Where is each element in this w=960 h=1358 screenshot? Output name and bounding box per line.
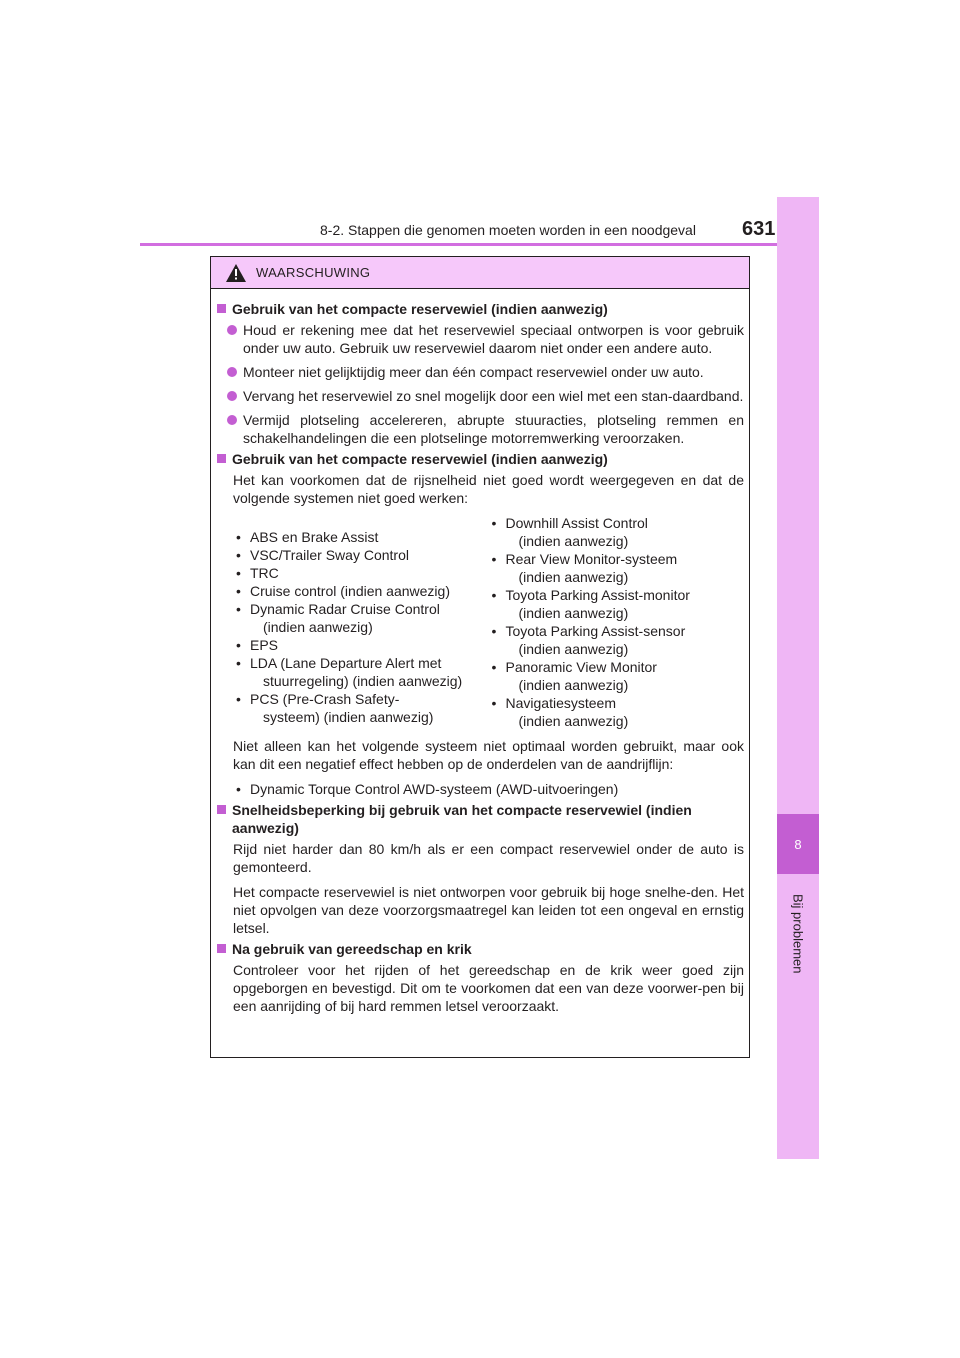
round-bullet-icon <box>227 367 237 377</box>
square-bullet-icon <box>217 805 226 814</box>
list-item: • LDA (Lane Departure Alert met stuurregeling) (indien aanwezig) <box>233 654 489 690</box>
chapter-label: Bij problemen <box>790 894 806 974</box>
list-item: • Panoramic View Monitor (indien aanwezig) <box>489 658 745 694</box>
round-bullet-icon <box>227 325 237 335</box>
section-title: Gebruik van het compacte reservewiel (indien aanwezig) <box>216 450 744 468</box>
system-list <box>233 514 744 730</box>
section-title: Gebruik van het compacte reservewiel (indien aanwezig) <box>216 300 744 318</box>
list-item: • VSC/Trailer Sway Control <box>233 546 489 564</box>
paragraph: Het compacte reservewiel is niet ontworpen voor gebruik bij hoge snelhe-den. Het niet opvolgen van deze voorzorgsmaatregel kan leiden tot een ongeval en ernstig letsel. <box>233 884 744 936</box>
square-bullet-icon <box>217 304 226 313</box>
round-bullet-icon <box>227 391 237 401</box>
paragraph: Controleer voor het rijden of het gereedschap en de krik weer goed zijn opgeborgen en bevestigd. Dit om te voorkomen dat een van deze voorwer-pen bij een aanrijding of bij hard remmen letsel veroorzaakt. <box>233 962 744 1014</box>
page-number: 631 <box>742 218 776 240</box>
square-bullet-icon <box>217 944 226 953</box>
section-header: 8-2. Stappen die genomen moeten worden in een noodgeval <box>320 222 696 238</box>
list-item: Vermijd plotseling accelereren, abrupte stuuracties, plotseling remmen en schakelhandelingen die een plotselinge motorremwerking veroorzaken. <box>227 411 744 447</box>
list-item: Vervang het reservewiel zo snel mogelijk door een wiel met een stan-daardband. <box>227 387 744 405</box>
warning-title: WAARSCHUWING <box>256 265 371 280</box>
section-title: Na gebruik van gereedschap en krik <box>216 940 744 958</box>
warning-box <box>210 256 750 1058</box>
round-bullet-icon <box>227 415 237 425</box>
section-title: Snelheidsbeperking bij gebruik van het compacte reservewiel (indien aanwezig) <box>216 801 744 837</box>
chapter-number-tab: 8 <box>777 814 819 874</box>
warning-header <box>211 257 749 289</box>
list-item: • TRC <box>233 564 489 582</box>
list-item: • Rear View Monitor-systeem (indien aanwezig) <box>489 550 745 586</box>
chapter-label-tab <box>777 874 819 1159</box>
system-list-right <box>489 514 745 730</box>
paragraph: Het kan voorkomen dat de rijsnelheid niet goed wordt weergegeven en dat de volgende systemen niet goed werken: <box>233 472 744 506</box>
list-item: • Toyota Parking Assist-monitor (indien aanwezig) <box>489 586 745 622</box>
list-item: • Downhill Assist Control (indien aanwezig) <box>489 514 745 550</box>
square-bullet-icon <box>217 454 226 463</box>
paragraph: Niet alleen kan het volgende systeem niet optimaal worden gebruikt, maar ook kan dit een negatief effect hebben op de onderdelen van de aandrijflijn: <box>233 738 744 772</box>
list-item: • Toyota Parking Assist-sensor (indien aanwezig) <box>489 622 745 658</box>
list-item: • Dynamic Radar Cruise Control (indien aanwezig) <box>233 600 489 636</box>
warning-body <box>211 289 749 1015</box>
list-item: • EPS <box>233 636 489 654</box>
system-list-left <box>233 514 489 730</box>
list-item: • Cruise control (indien aanwezig) <box>233 582 489 600</box>
list-item: • Dynamic Torque Control AWD-systeem (AWD-uitvoeringen) <box>233 780 744 798</box>
list-item: • ABS en Brake Assist <box>233 528 489 546</box>
warning-triangle-icon <box>226 264 246 282</box>
side-tab-top <box>777 197 819 814</box>
list-item: Houd er rekening mee dat het reservewiel speciaal ontworpen is voor gebruik onder uw auto. Gebruik uw reservewiel daarom niet onder een andere auto. <box>227 321 744 357</box>
paragraph: Rijd niet harder dan 80 km/h als er een compact reservewiel onder de auto is gemonteerd. <box>233 841 744 875</box>
list-item: Monteer niet gelijktijdig meer dan één compact reservewiel onder uw auto. <box>227 363 744 381</box>
list-item: • Navigatiesysteem (indien aanwezig) <box>489 694 745 730</box>
list-item: • PCS (Pre-Crash Safety- systeem) (indien aanwezig) <box>233 690 489 726</box>
header-rule <box>140 243 818 246</box>
